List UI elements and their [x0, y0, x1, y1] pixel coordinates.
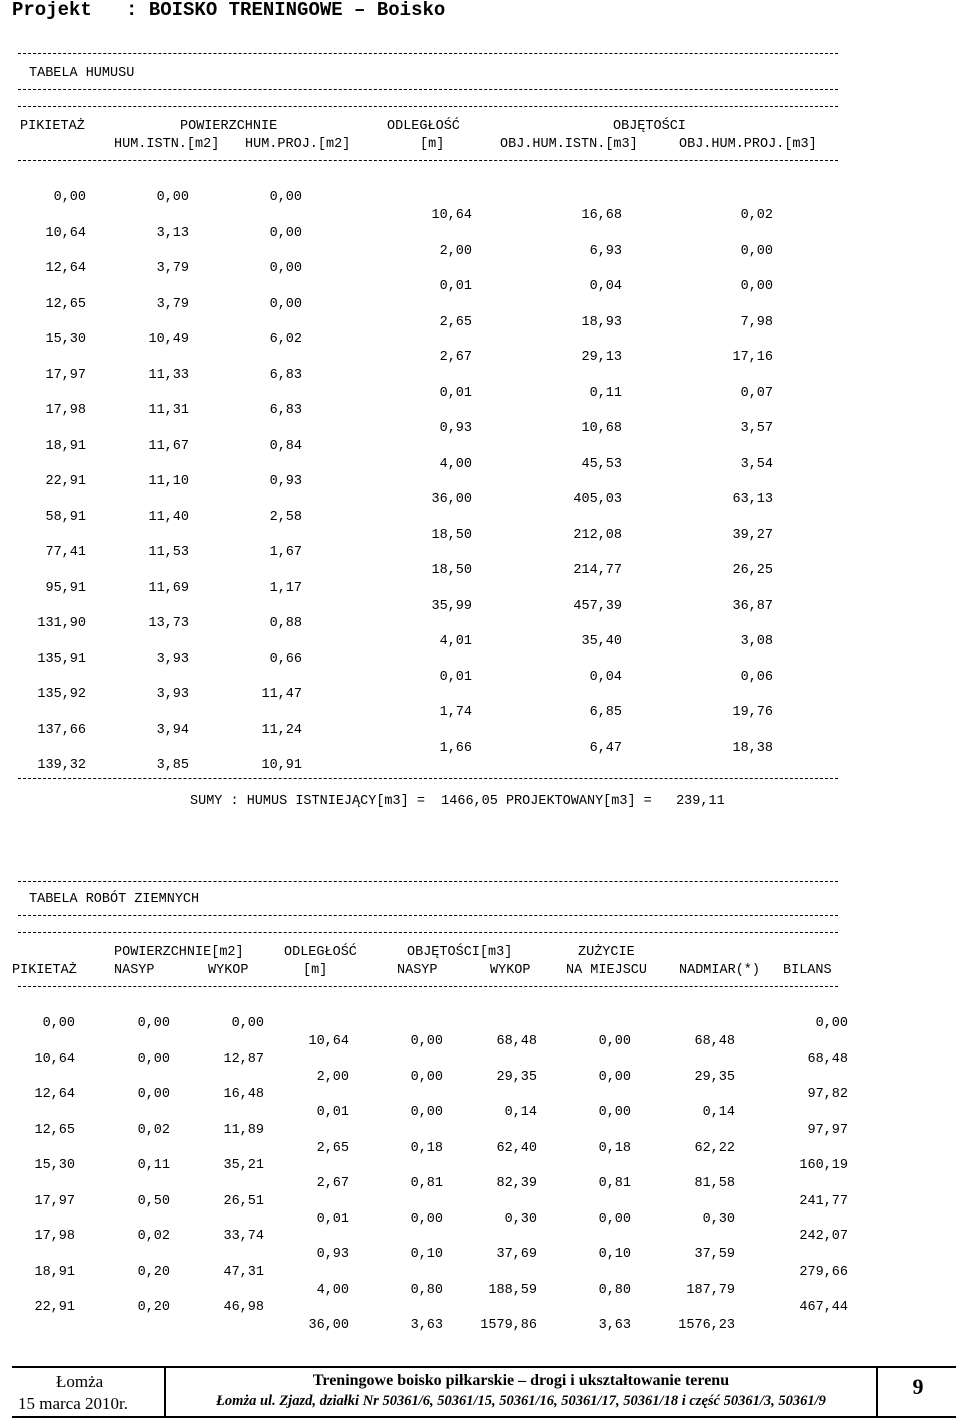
header-obj-proj: OBJ.HUM.PROJ.[m3]	[679, 137, 817, 152]
separator	[18, 160, 838, 161]
nasyp-area-cell: 0,02	[137, 1229, 170, 1244]
pikietaz-cell: 22,91	[45, 474, 86, 489]
obj-istn-cell: 16,68	[581, 208, 622, 223]
hum-istn-cell: 3,94	[156, 722, 189, 738]
na-miejscu-cell: 0,00	[598, 1069, 631, 1085]
hum-proj-cell: 6,02	[269, 332, 302, 347]
wykop-area-cell: 33,74	[223, 1229, 264, 1244]
bilans-cell: 242,07	[799, 1229, 848, 1244]
hum-proj-cell: 11,47	[261, 687, 302, 702]
odleglosc-cell: 36,00	[308, 1318, 349, 1333]
bilans-cell: 97,97	[807, 1122, 848, 1138]
footer-page-number: 9	[912, 1374, 924, 1399]
footer-page-cell	[876, 1368, 958, 1416]
header-odleglosc-unit: [m]	[420, 137, 445, 152]
nadmiar-cell: 1576,23	[678, 1318, 735, 1333]
na-miejscu-cell: 0,18	[598, 1140, 631, 1156]
footer-city: Łomża	[56, 1372, 104, 1391]
earthworks-table-title: TABELA ROBÓT ZIEMNYCH	[29, 892, 200, 907]
header-odleglosc: ODLEGŁOŚĆ	[387, 119, 460, 134]
wykop-area-cell: 11,89	[223, 1122, 264, 1138]
odleglosc-cell: 4,00	[316, 1282, 349, 1298]
obj-nasyp-cell: 0,00	[410, 1069, 443, 1085]
header-powierzchnie: POWIERZCHNIE	[180, 119, 278, 134]
odleglosc-cell: 10,64	[308, 1034, 349, 1049]
hum-proj-cell: 0,93	[269, 474, 302, 489]
pikietaz-cell: 12,65	[45, 296, 86, 312]
obj-istn-cell: 35,40	[581, 634, 622, 649]
header-obj-istn: OBJ.HUM.ISTN.[m3]	[500, 137, 638, 152]
header-zuzycie: ZUŻYCIE	[578, 945, 635, 960]
footer-project-name: Treningowe boisko piłkarskie – drogi i ukształtowanie terenu	[312, 1372, 730, 1389]
pikietaz-cell: 17,97	[45, 367, 86, 383]
header-pikietaz: PIKIETAŻ	[12, 963, 77, 978]
nadmiar-cell: 81,58	[694, 1176, 735, 1191]
pikietaz-cell: 17,98	[45, 403, 86, 418]
obj-istn-cell: 214,77	[573, 563, 622, 578]
odleglosc-cell: 0,93	[439, 421, 472, 436]
odleglosc-cell: 0,01	[439, 385, 472, 401]
hum-istn-cell: 11,40	[148, 509, 189, 525]
na-miejscu-cell: 0,10	[598, 1247, 631, 1262]
hum-istn-cell: 11,10	[148, 474, 189, 489]
hum-istn-cell: 3,79	[156, 296, 189, 312]
obj-proj-cell: 63,13	[732, 492, 773, 507]
hum-istn-cell: 10,49	[148, 332, 189, 347]
hum-istn-cell: 11,69	[148, 580, 189, 596]
obj-istn-cell: 0,04	[589, 279, 622, 294]
header-pikietaz: PIKIETAŻ	[20, 119, 85, 134]
wykop-area-cell: 26,51	[223, 1193, 264, 1209]
hum-istn-cell: 0,00	[156, 190, 189, 205]
separator	[18, 881, 838, 882]
odleglosc-cell: 0,01	[439, 279, 472, 294]
obj-proj-cell: 18,38	[732, 740, 773, 756]
separator	[18, 915, 838, 916]
nasyp-area-cell: 0,02	[137, 1122, 170, 1138]
pikietaz-cell: 135,91	[37, 651, 86, 667]
hum-istn-cell: 3,13	[156, 225, 189, 241]
obj-wykop-cell: 37,69	[496, 1247, 537, 1262]
odleglosc-cell: 0,01	[316, 1105, 349, 1120]
page-footer	[12, 1366, 956, 1418]
nadmiar-cell: 187,79	[686, 1282, 735, 1298]
obj-nasyp-cell: 0,80	[410, 1282, 443, 1298]
odleglosc-cell: 0,93	[316, 1247, 349, 1262]
obj-proj-cell: 19,76	[732, 705, 773, 720]
footer-location: Łomża ul. Zjazd, działki Nr 50361/6, 50361/15, 50361/16, 50361/17, 50361/18 i część 50361/3, 50361/9	[216, 1393, 826, 1409]
wykop-area-cell: 35,21	[223, 1158, 264, 1173]
hum-proj-cell: 0,88	[269, 616, 302, 631]
hum-proj-cell: 0,00	[269, 225, 302, 241]
header-odleglosc: ODLEGŁOŚĆ	[284, 945, 357, 960]
project-title: Projekt : BOISKO TRENINGOWE – Boisko	[12, 0, 446, 21]
pikietaz-cell: 10,64	[45, 225, 86, 241]
nadmiar-cell: 62,22	[694, 1140, 735, 1156]
obj-proj-cell: 0,06	[740, 669, 773, 685]
nasyp-area-cell: 0,20	[137, 1264, 170, 1280]
nasyp-area-cell: 0,11	[137, 1158, 170, 1173]
pikietaz-cell: 12,65	[34, 1122, 75, 1138]
hum-proj-cell: 0,00	[269, 261, 302, 276]
obj-wykop-cell: 0,14	[504, 1105, 537, 1120]
wykop-area-cell: 16,48	[223, 1087, 264, 1102]
header-obj-wykop: WYKOP	[490, 963, 531, 978]
header-obj-nasyp: NASYP	[397, 963, 438, 978]
obj-proj-cell: 0,00	[740, 243, 773, 259]
separator	[18, 106, 838, 107]
obj-istn-cell: 10,68	[581, 421, 622, 436]
header-hum-proj: HUM.PROJ.[m2]	[245, 137, 351, 152]
pikietaz-cell: 15,30	[34, 1158, 75, 1173]
bilans-cell: 0,00	[815, 1016, 848, 1031]
odleglosc-cell: 36,00	[431, 492, 472, 507]
pikietaz-cell: 17,98	[34, 1229, 75, 1244]
obj-proj-cell: 36,87	[732, 598, 773, 614]
obj-istn-cell: 0,11	[589, 385, 622, 401]
na-miejscu-cell: 0,80	[598, 1282, 631, 1298]
odleglosc-cell: 10,64	[431, 208, 472, 223]
obj-wykop-cell: 1579,86	[480, 1318, 537, 1333]
nadmiar-cell: 29,35	[694, 1069, 735, 1085]
bilans-cell: 97,82	[807, 1087, 848, 1102]
pikietaz-cell: 137,66	[37, 722, 86, 738]
obj-wykop-cell: 62,40	[496, 1140, 537, 1156]
odleglosc-cell: 2,67	[316, 1176, 349, 1191]
odleglosc-cell: 2,65	[439, 314, 472, 330]
obj-istn-cell: 457,39	[573, 598, 622, 614]
pikietaz-cell: 139,32	[37, 758, 86, 773]
pikietaz-cell: 131,90	[37, 616, 86, 631]
odleglosc-cell: 4,00	[439, 456, 472, 472]
obj-proj-cell: 0,07	[740, 385, 773, 401]
nasyp-area-cell: 0,00	[137, 1016, 170, 1031]
hum-istn-cell: 13,73	[148, 616, 189, 631]
pikietaz-cell: 95,91	[45, 580, 86, 596]
pikietaz-cell: 10,64	[34, 1051, 75, 1067]
pikietaz-cell: 12,64	[45, 261, 86, 276]
bilans-cell: 467,44	[799, 1300, 848, 1315]
bilans-cell: 241,77	[799, 1193, 848, 1209]
hum-proj-cell: 0,00	[269, 190, 302, 205]
pikietaz-cell: 77,41	[45, 545, 86, 560]
pikietaz-cell: 12,64	[34, 1087, 75, 1102]
separator	[18, 89, 838, 90]
obj-proj-cell: 0,00	[740, 279, 773, 294]
obj-proj-cell: 26,25	[732, 563, 773, 578]
obj-wykop-cell: 188,59	[488, 1282, 537, 1298]
wykop-area-cell: 12,87	[223, 1051, 264, 1067]
obj-wykop-cell: 82,39	[496, 1176, 537, 1191]
na-miejscu-cell: 0,00	[598, 1105, 631, 1120]
pikietaz-cell: 15,30	[45, 332, 86, 347]
header-wykop: WYKOP	[208, 963, 249, 978]
na-miejscu-cell: 0,00	[598, 1034, 631, 1049]
obj-wykop-cell: 68,48	[496, 1034, 537, 1049]
header-objetosci: OBJĘTOŚCI	[613, 119, 686, 134]
nasyp-area-cell: 0,00	[137, 1087, 170, 1102]
odleglosc-cell: 1,74	[439, 705, 472, 720]
pikietaz-cell: 17,97	[34, 1193, 75, 1209]
obj-nasyp-cell: 0,00	[410, 1211, 443, 1227]
obj-istn-cell: 6,85	[589, 705, 622, 720]
hum-proj-cell: 0,00	[269, 296, 302, 312]
obj-proj-cell: 3,57	[740, 421, 773, 436]
pikietaz-cell: 58,91	[45, 509, 86, 525]
header-powierzchnie-m2: POWIERZCHNIE[m2]	[114, 945, 244, 960]
nadmiar-cell: 68,48	[694, 1034, 735, 1049]
obj-istn-cell: 6,93	[589, 243, 622, 259]
wykop-area-cell: 0,00	[231, 1016, 264, 1031]
header-nasyp: NASYP	[114, 963, 155, 978]
header-odleglosc-unit: [m]	[303, 963, 328, 978]
hum-istn-cell: 3,93	[156, 687, 189, 702]
header-bilans: BILANS	[783, 963, 832, 978]
hum-istn-cell: 3,85	[156, 758, 189, 773]
obj-istn-cell: 0,04	[589, 669, 622, 685]
separator	[18, 986, 838, 987]
obj-nasyp-cell: 3,63	[410, 1318, 443, 1333]
odleglosc-cell: 2,65	[316, 1140, 349, 1156]
humus-sums: SUMY : HUMUS ISTNIEJĄCY[m3] = 1466,05 PROJEKTOWANY[m3] = 239,11	[190, 794, 725, 809]
obj-nasyp-cell: 0,10	[410, 1247, 443, 1262]
nasyp-area-cell: 0,00	[137, 1051, 170, 1067]
header-na-miejscu: NA MIEJSCU	[566, 963, 648, 978]
hum-proj-cell: 10,91	[261, 758, 302, 773]
hum-istn-cell: 11,67	[148, 438, 189, 454]
obj-proj-cell: 0,02	[740, 208, 773, 223]
odleglosc-cell: 18,50	[431, 563, 472, 578]
header-nadmiar: NADMIAR(*)	[679, 963, 761, 978]
na-miejscu-cell: 0,00	[598, 1211, 631, 1227]
obj-nasyp-cell: 0,18	[410, 1140, 443, 1156]
odleglosc-cell: 2,67	[439, 350, 472, 365]
hum-proj-cell: 11,24	[261, 722, 302, 738]
odleglosc-cell: 0,01	[439, 669, 472, 685]
separator	[18, 53, 838, 54]
odleglosc-cell: 4,01	[439, 634, 472, 649]
humus-table-title: TABELA HUMUSU	[29, 66, 135, 81]
obj-nasyp-cell: 0,00	[410, 1105, 443, 1120]
hum-istn-cell: 11,33	[148, 367, 189, 383]
header-objetosci-m3: OBJĘTOŚCI[m3]	[407, 945, 513, 960]
obj-proj-cell: 17,16	[732, 350, 773, 365]
pikietaz-cell: 0,00	[42, 1016, 75, 1031]
pikietaz-cell: 18,91	[34, 1264, 75, 1280]
hum-proj-cell: 6,83	[269, 403, 302, 418]
obj-istn-cell: 45,53	[581, 456, 622, 472]
wykop-area-cell: 47,31	[223, 1264, 264, 1280]
hum-proj-cell: 0,84	[269, 438, 302, 454]
obj-proj-cell: 39,27	[732, 527, 773, 543]
nasyp-area-cell: 0,50	[137, 1193, 170, 1209]
na-miejscu-cell: 0,81	[598, 1176, 631, 1191]
separator	[18, 778, 838, 779]
hum-proj-cell: 1,17	[269, 580, 302, 596]
wykop-area-cell: 46,98	[223, 1300, 264, 1315]
header-hum-istn: HUM.ISTN.[m2]	[114, 137, 220, 152]
nasyp-area-cell: 0,20	[137, 1300, 170, 1315]
footer-project-cell	[164, 1368, 876, 1416]
obj-nasyp-cell: 0,81	[410, 1176, 443, 1191]
obj-istn-cell: 405,03	[573, 492, 622, 507]
odleglosc-cell: 35,99	[431, 598, 472, 614]
separator	[18, 932, 838, 933]
odleglosc-cell: 2,00	[439, 243, 472, 259]
hum-istn-cell: 3,93	[156, 651, 189, 667]
obj-wykop-cell: 29,35	[496, 1069, 537, 1085]
nadmiar-cell: 37,59	[694, 1247, 735, 1262]
pikietaz-cell: 0,00	[53, 190, 86, 205]
odleglosc-cell: 2,00	[316, 1069, 349, 1085]
obj-proj-cell: 7,98	[740, 314, 773, 330]
bilans-cell: 68,48	[807, 1051, 848, 1067]
obj-proj-cell: 3,54	[740, 456, 773, 472]
na-miejscu-cell: 3,63	[598, 1318, 631, 1333]
hum-istn-cell: 11,53	[148, 545, 189, 560]
footer-date: 15 marca 2010r.	[18, 1394, 128, 1413]
odleglosc-cell: 1,66	[439, 740, 472, 756]
pikietaz-cell: 18,91	[45, 438, 86, 454]
obj-istn-cell: 29,13	[581, 350, 622, 365]
obj-istn-cell: 18,93	[581, 314, 622, 330]
pikietaz-cell: 22,91	[34, 1300, 75, 1315]
hum-proj-cell: 0,66	[269, 651, 302, 667]
obj-nasyp-cell: 0,00	[410, 1034, 443, 1049]
obj-proj-cell: 3,08	[740, 634, 773, 649]
obj-wykop-cell: 0,30	[504, 1211, 537, 1227]
pikietaz-cell: 135,92	[37, 687, 86, 702]
obj-istn-cell: 212,08	[573, 527, 622, 543]
hum-proj-cell: 1,67	[269, 545, 302, 560]
nadmiar-cell: 0,14	[702, 1105, 735, 1120]
obj-istn-cell: 6,47	[589, 740, 622, 756]
odleglosc-cell: 18,50	[431, 527, 472, 543]
nadmiar-cell: 0,30	[702, 1211, 735, 1227]
hum-istn-cell: 3,79	[156, 261, 189, 276]
hum-proj-cell: 2,58	[269, 509, 302, 525]
hum-proj-cell: 6,83	[269, 367, 302, 383]
bilans-cell: 160,19	[799, 1158, 848, 1173]
bilans-cell: 279,66	[799, 1264, 848, 1280]
hum-istn-cell: 11,31	[148, 403, 189, 418]
odleglosc-cell: 0,01	[316, 1211, 349, 1227]
